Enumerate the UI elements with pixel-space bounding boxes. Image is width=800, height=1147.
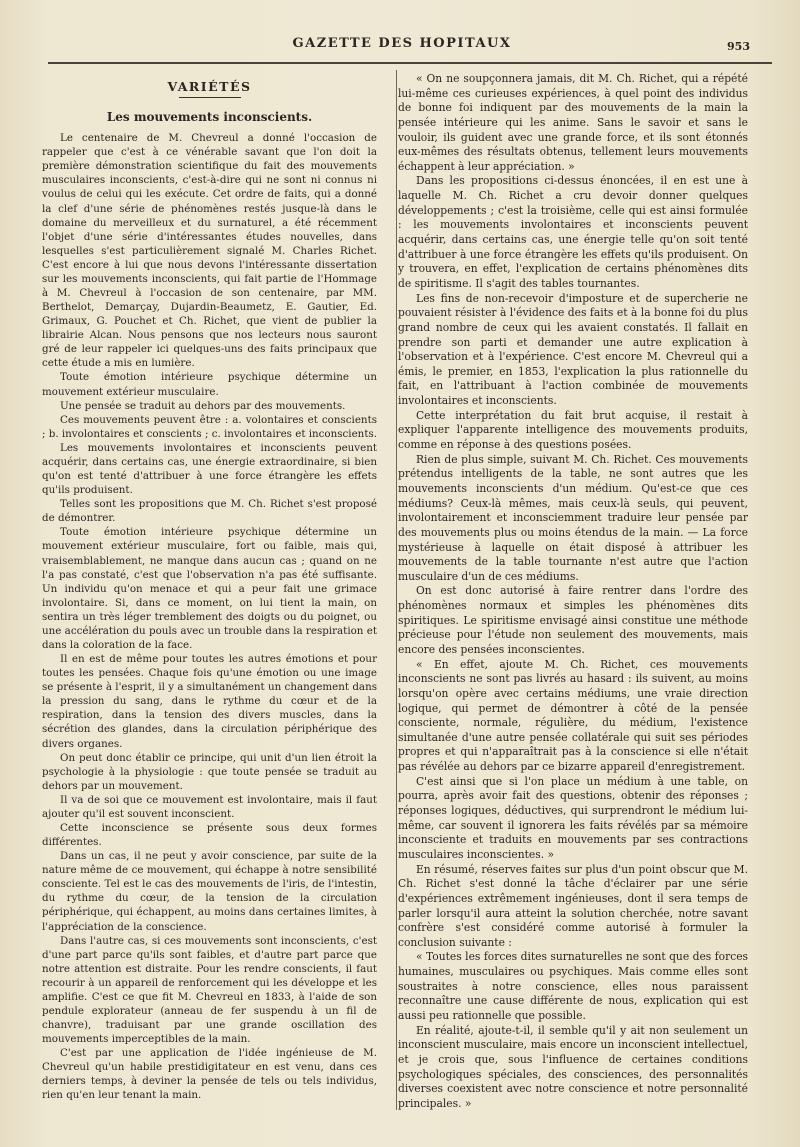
paragraph: Cette inconscience se présente sous deux formes différentes.: [42, 821, 377, 849]
paragraph: « Toutes les forces dites surnaturelles ne sont que des forces humaines, musculaires ou psychiques. Mais comme elles sont soustraites à notre conscience, elles nous paraissent reconnaître une cause différente de nous, explication qui est aussi peu rationnelle que possible.: [398, 950, 748, 1022]
paragraph: Il va de soi que ce mouvement est involontaire, mais il faut ajouter qu'il est souvent inconscient.: [42, 793, 377, 820]
paragraph: Les fins de non-recevoir d'imposture et de supercherie ne pouvaient résister à l'évidence des faits et à la bonne foi du plus grand nombre de ceux qui les avaient constatés. Il fallait en prendre son parti et demander une autre explication à l'observation et à l'expérience. C'est encore M. Chevreul qui a émis, le premier, en 1853, l'explication la plus rationnelle du fait, en l'attribuant à l'action combinée de mouvements involontaires et inconscients.: [398, 291, 748, 408]
header-rule: [48, 62, 772, 64]
paragraph: Ces mouvements peuvent être : a. volontaires et conscients ; b. involontaires et conscients ; c. involontaires et inconscients.: [42, 413, 378, 440]
article-title: Les mouvements inconscients.: [106, 110, 313, 125]
paragraph: C'est par une application de l'idée ingénieuse de M. Chevreul qu'un habile prestidigitateur en est venu, dans ces derniers temps, à deviner la pensée de tels ou tels individus, rien qu'en leur tenant la main.: [42, 1047, 377, 1102]
paragraph: Toute émotion intérieure psychique détermine un mouvement extérieur musculaire, fort ou faible, mais qui, vraisemblablement, ne manque dans aucun cas ; quand on ne l'a pas constaté, c'est que l'observation n'a pas été suffisante. Un individu qu'on menace et qui a peur fait une grimace involontaire. Si, dans ce moment, on lui tient la main, on sentira un très léger tremblement des doigts ou du poignet, ou une accélération du pouls avec un trouble dans la respiration et dans la coloration de la face.: [42, 526, 377, 651]
paragraph: Toute émotion intérieure psychique détermine un mouvement extérieur musculaire.: [42, 371, 377, 398]
column-separator: [396, 70, 397, 1110]
paragraph: En réalité, ajoute-t-il, il semble qu'il y ait non seulement un inconscient musculaire, mais encore un inconscient intellectuel, et je crois que, sous l'influence de certaines conditions psychologiques spéciales, des consciences, des personnalités diverses coexistent avec notre conscience et notre personnalité principales. »: [398, 1023, 748, 1110]
paragraph: Cette interprétation du fait brut acquise, il restait à expliquer l'apparente intelligence des mouvements produits, comme en réponse à des questions posées.: [398, 408, 748, 452]
left-column: [42, 72, 377, 1103]
page-header: [42, 30, 762, 60]
paragraph: On peut donc établir ce principe, qui unit d'un lien étroit la psychologie à la physiologie : que toute pensée se traduit au dehors par un mouvement.: [42, 751, 377, 792]
journal-title: GAZETTE DES HOPITAUX: [292, 36, 512, 51]
paragraph: « On ne soupçonnera jamais, dit M. Ch. Richet, qui a répété lui-même ces curieuses expériences, à quel point des individus de bonne foi indiquent par des mouvements de la main la pensée intérieure qui les anime. Sans le savoir et sans le vouloir, ils guident avec une grande force, et ils sont étonnés eux-mêmes des résultats obtenus, tellement leurs mouvements échappent à leur appréciation. »: [398, 72, 748, 173]
paragraph: Dans un cas, il ne peut y avoir conscience, par suite de la nature même de ce mouvement, qui échappe à notre sensibilité consciente. Tel est le cas des mouvements de l'iris, de l'intestin, du rythme du cœur, de la tension de la circulation périphérique, qui échappent, au moins dans certaines limites, à l'appréciation de la conscience.: [42, 850, 377, 933]
paragraph: Le centenaire de M. Chevreul a donné l'occasion de rappeler que c'est à ce vénérable savant que l'on doit la première démonstration scientifique du fait des mouvements musculaires inconscients, c'est-à-dire qui ne sont ni connus ni voulus de celui qui les exécute. Cet ordre de faits, qui a donné la clef d'une série de phénomènes restés jusque-là dans le domaine du merveilleux et du surnaturel, a été récemment l'objet d'une série d'intéressantes études nouvelles, dans lesquelles s'est particulièrement signalé M. Charles Richet. C'est encore à lui que nous devons l'intéressante dissertation sur les mouvements inconscients, qui fait partie de l'Hommage à M. Chevreul à l'occasion de son centenaire, par MM. Berthelot, Demarçay, Dujardin-Beaumetz, E. Gautier, Ed. Grimaux, G. Pouchet et Ch. Richet, que vient de publier la librairie Alcan. Nous pensons que nos lecteurs nous sauront gré de leur rappeler ici quelques-uns des faits principaux que cette étude a mis en lumière.: [42, 132, 377, 370]
paragraph: C'est ainsi que si l'on place un médium à une table, on pourra, après avoir fait des questions, obtenir des réponses ; réponses logiques, déductives, qui surprendront le médium lui-même, car souvent il ignorera les faits révélés par sa mémoire inconsciente et traduits en mouvements par ses contractions musculaires inconscientes. »: [398, 774, 748, 861]
paragraph: Dans les propositions ci-dessus énoncées, il en est une à laquelle M. Ch. Richet a cru devoir donner quelques développements ; c'est la troisième, celle qui est ainsi formulée : les mouvements involontaires et inconscients peuvent acquérir, dans certains cas, une énergie telle qu'on soit tenté d'attribuer à une force étrangère les effets qu'ils produisent. On y trouvera, en effet, l'explication de certains phénomènes dits de spiritisme. Il s'agit des tables tournantes.: [398, 174, 748, 290]
paragraph: En résumé, réserves faites sur plus d'un point obscur que M. Ch. Richet s'est donné la tâche d'éclairer par une série d'expériences extrêmement ingénieuses, dont il sera temps de parler lorsqu'il aura atteint la solution cherchée, notre savant confrère s'est considéré comme autorisé à formuler la conclusion suivante :: [398, 862, 748, 949]
paragraph: Dans l'autre cas, si ces mouvements sont inconscients, c'est d'une part parce qu'ils sont faibles, et d'autre part parce que notre attention est distraite. Pour les rendre conscients, il faut recourir à un appareil de renforcement qui les développe et les amplifie. C'est ce que fit M. Chevreul en 1833, à l'aide de son pendule explorateur (anneau de fer suspendu à un fil de chanvre), traduisant par une grande oscillation des mouvements imperceptibles de la main.: [42, 934, 377, 1046]
page-number: 953: [727, 40, 750, 53]
paragraph: On est donc autorisé à faire rentrer dans l'ordre des phénomènes normaux et simples les phénomènes dits spiritiques. Le spiritisme envisagé ainsi constitue une méthode précieuse pour l'étude non seulement des mouvements, mais encore des pensées inconscientes.: [398, 584, 748, 656]
section-title: VARIÉTÉS: [42, 80, 377, 98]
paragraph: « En effet, ajoute M. Ch. Richet, ces mouvements inconscients ne sont pas livrés au hasard : ils suivent, au moins lorsqu'on opère avec certains médiums, une vraie direction logique, qui permet de démontrer à côté de la pensée consciente, normale, régulière, du médium, l'existence simultanée d'une autre pensée collatérale qui suit ses périodes propres et qui n'apparaîtrait pas à la conscience si elle n'était pas révélée au dehors par ce bizarre appareil d'enregistrement.: [398, 657, 748, 774]
paragraph: Rien de plus simple, suivant M. Ch. Richet. Ces mouvements prétendus intelligents de la table, ne sont autres que les mouvements inconscients d'un médium. Qu'est-ce que ces médiums? Ceux-là mêmes, mais ceux-là seuls, qui peuvent, involontairement et inconsciemment traduire leur pensée par des mouvements plus ou moins étendus de la main. — La force mystérieuse à laquelle on était disposé à attribuer les mouvements de la table tournante n'est autre que l'action musculaire d'un de ces médiums.: [398, 452, 748, 583]
right-column: [398, 72, 748, 1111]
paragraph: Telles sont les propositions que M. Ch. Richet s'est proposé de démontrer.: [42, 498, 377, 525]
paragraph: Les mouvements involontaires et inconscients peuvent acquérir, dans certains cas, une énergie extraordinaire, si bien qu'on est tenté d'attribuer à une force étrangère les effets qu'ils produisent.: [42, 441, 377, 497]
paragraph: Il en est de même pour toutes les autres émotions et pour toutes les pensées. Chaque fois qu'une émotion ou une image se présente à l'esprit, il y a simultanément un changement dans la pression du sang, dans le rythme du cœur et de la respiration, dans la tension des divers muscles, dans la sécrétion des glandes, dans la circulation périphérique des divers organes.: [42, 653, 377, 750]
paragraph: Une pensée se traduit au dehors par des mouvements.: [60, 399, 346, 412]
